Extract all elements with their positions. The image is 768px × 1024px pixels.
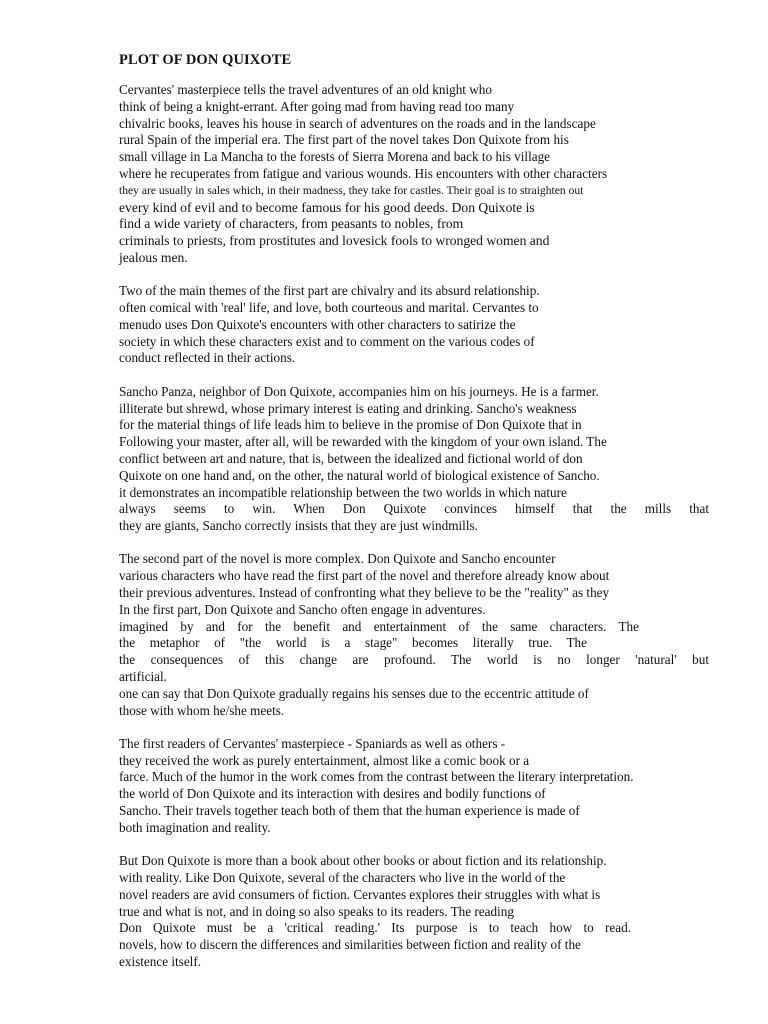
paragraph-4 <box>119 551 709 719</box>
text-line: where he recuperates from fatigue and various wounds. His encounters with other characters <box>119 165 608 181</box>
text-line: Sancho. Their travels together teach both of them that the human experience is made of <box>119 803 580 819</box>
text-line: Cervantes' masterpiece tells the travel adventures of an old knight who <box>119 82 492 97</box>
paragraph-5 <box>119 736 709 837</box>
text-line: conflict between art and nature, that is, between the idealized and fictional world of don <box>119 450 583 466</box>
text-line: they are giants, Sancho correctly insists that they are just windmills. <box>119 518 478 534</box>
text-line: But Don Quixote is more than a book about other books or about fiction and its relationship. <box>119 853 607 869</box>
paragraph-3 <box>119 384 709 535</box>
text-line: they are usually in sales which, in their madness, they take for castles. Their goal is to straighten out <box>119 183 584 197</box>
text-line: farce. Much of the humor in the work comes from the contrast between the literary interpretation. <box>119 769 634 785</box>
text-line: find a wide variety of characters, from peasants to nobles, from <box>119 216 464 232</box>
text-line: always seems to win. When Don Quixote convinces himself that the mills that <box>119 501 709 517</box>
text-line: their previous adventures. Instead of confronting what they believe to be the "reality" as they <box>119 585 610 601</box>
text-line: various characters who have read the first part of the novel and therefore already know about <box>119 568 610 584</box>
text-line: one can say that Don Quixote gradually regains his senses due to the eccentric attitude of <box>119 685 589 701</box>
paragraph-6 <box>119 853 709 971</box>
text-line: both imagination and reality. <box>119 819 271 835</box>
document-page <box>119 52 709 987</box>
text-line: menudo uses Don Quixote's encounters with other characters to satirize the <box>119 316 516 332</box>
text-line: they received the work as purely entertainment, almost like a comic book or a <box>119 752 530 768</box>
text-line: The first readers of Cervantes' masterpiece - Spaniards as well as others - <box>119 735 506 751</box>
text-line: rural Spain of the imperial era. The first part of the novel takes Don Quixote from his <box>119 132 569 148</box>
text-line: society in which these characters exist and to comment on the various codes of <box>119 333 535 349</box>
text-line: the metaphor of "the world is a stage" becomes literally true. The <box>119 635 587 651</box>
text-line: true and what is not, and in doing so also speaks to its readers. The reading <box>119 903 514 919</box>
text-line: for the material things of life leads him to believe in the promise of Don Quixote that in <box>119 417 582 433</box>
text-line: artificial. <box>119 669 167 684</box>
text-line: the world of Don Quixote and its interaction with desires and bodily functions of <box>119 786 546 802</box>
text-line: existence itself. <box>119 953 202 969</box>
text-line: think of being a knight-errant. After going mad from having read too many <box>119 98 515 114</box>
text-line: every kind of evil and to become famous for his good deeds. Don Quixote is <box>119 199 535 215</box>
text-line: novel readers are avid consumers of fiction. Cervantes explores their struggles with what is <box>119 886 601 902</box>
paragraph-1 <box>119 82 709 267</box>
text-line: Following your master, after all, will be rewarded with the kingdom of your own island. The <box>119 434 607 450</box>
text-line: imagined by and for the benefit and entertainment of the same characters. The <box>119 618 639 634</box>
document-title: PLOT OF DON QUIXOTE <box>119 52 292 68</box>
text-line: jealous men. <box>119 249 188 265</box>
text-line: those with whom he/she meets. <box>119 702 285 718</box>
text-line: conduct reflected in their actions. <box>119 350 296 366</box>
text-line: often comical with 'real' life, and love, both courteous and marital. Cervantes to <box>119 300 539 316</box>
text-line: the consequences of this change are profound. The world is no longer 'natural' but <box>119 652 709 668</box>
text-line: with reality. Like Don Quixote, several of the characters who live in the world of the <box>119 869 566 885</box>
text-line: Two of the main themes of the first part are chivalry and its absurd relationship. <box>119 283 540 299</box>
text-line: illiterate but shrewd, whose primary interest is eating and drinking. Sancho's weakness <box>119 400 577 416</box>
paragraph-2 <box>119 283 709 367</box>
text-line: chivalric books, leaves his house in search of adventures on the roads and in the landscape <box>119 115 596 131</box>
text-line: small village in La Mancha to the forests of Sierra Morena and back to his village <box>119 149 551 165</box>
text-line: it demonstrates an incompatible relationship between the two worlds in which nature <box>119 484 567 500</box>
text-line: In the first part, Don Quixote and Sancho often engage in adventures. <box>119 601 486 617</box>
text-line: Don Quixote must be a 'critical reading.' Its purpose is to teach how to read. <box>119 920 631 936</box>
text-line: criminals to priests, from prostitutes and lovesick fools to wronged women and <box>119 233 550 249</box>
text-line: Quixote on one hand and, on the other, the natural world of biological existence of Sancho. <box>119 467 600 483</box>
text-line: Sancho Panza, neighbor of Don Quixote, accompanies him on his journeys. He is a farmer. <box>119 383 599 399</box>
text-line: The second part of the novel is more complex. Don Quixote and Sancho encounter <box>119 551 556 567</box>
text-line: novels, how to discern the differences and similarities between fiction and reality of the <box>119 937 581 953</box>
